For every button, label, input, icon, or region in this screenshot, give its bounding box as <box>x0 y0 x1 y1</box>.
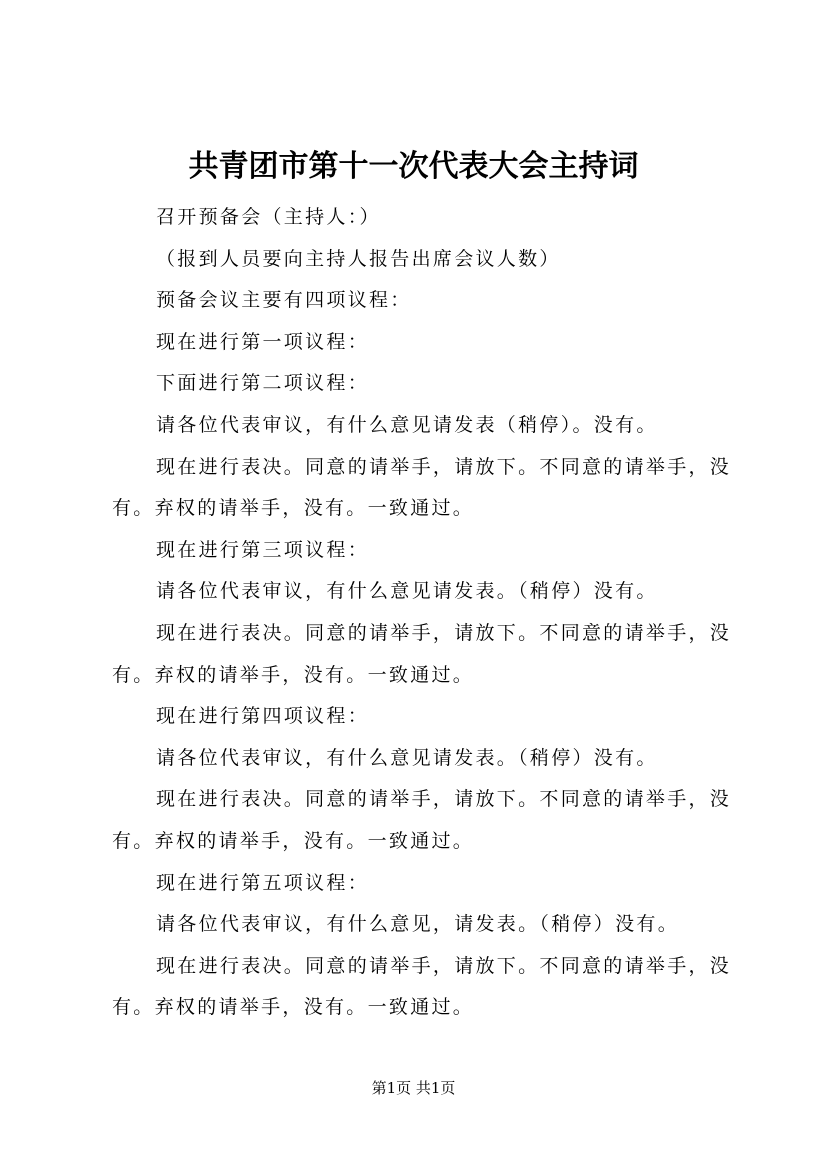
paragraph-2: （报到人员要向主持人报告出席会议人数） <box>156 247 561 270</box>
paragraph-16: 现在进行表决。同意的请举手，请放下。不同意的请举手，没有。弃权的请举手，没有。一致通过。 <box>112 954 732 1019</box>
paragraph-15: 请各位代表审议，有什么意见，请发表。（稍停）没有。 <box>156 913 680 936</box>
paragraph-1: 召开预备会（主持人：） <box>156 206 381 228</box>
paragraph-13: 现在进行表决。同意的请举手，请放下。不同意的请举手，没有。弃权的请举手，没有。一致通过。 <box>112 788 732 852</box>
paragraph-10: 现在进行表决。同意的请举手，请放下。不同意的请举手，没有。弃权的请举手，没有。一致通过。 <box>112 621 732 686</box>
paragraph-8: 现在进行第三项议程： <box>156 538 370 561</box>
paragraph-4: 现在进行第一项议程： <box>156 330 370 353</box>
document-body <box>112 197 747 1029</box>
paragraph-12: 请各位代表审议，有什么意见请发表。（稍停）没有。 <box>156 746 658 769</box>
paragraph-5: 下面进行第二项议程： <box>156 372 370 395</box>
paragraph-11: 现在进行第四项议程： <box>156 705 370 728</box>
paragraph-9: 请各位代表审议，有什么意见请发表。（稍停）没有。 <box>156 580 658 603</box>
paragraph-3: 预备会议主要有四项议程： <box>156 289 412 312</box>
page-number-footer: 第1页 共1页 <box>371 1079 456 1097</box>
paragraph-14: 现在进行第五项议程： <box>156 871 370 894</box>
document-title: 共青团市第十一次代表大会主持词 <box>188 149 639 184</box>
paragraph-7: 现在进行表决。同意的请举手，请放下。不同意的请举手，没有。弃权的请举手，没有。一致通过。 <box>112 455 732 520</box>
paragraph-6: 请各位代表审议，有什么意见请发表（稍停）。没有。 <box>156 413 658 436</box>
